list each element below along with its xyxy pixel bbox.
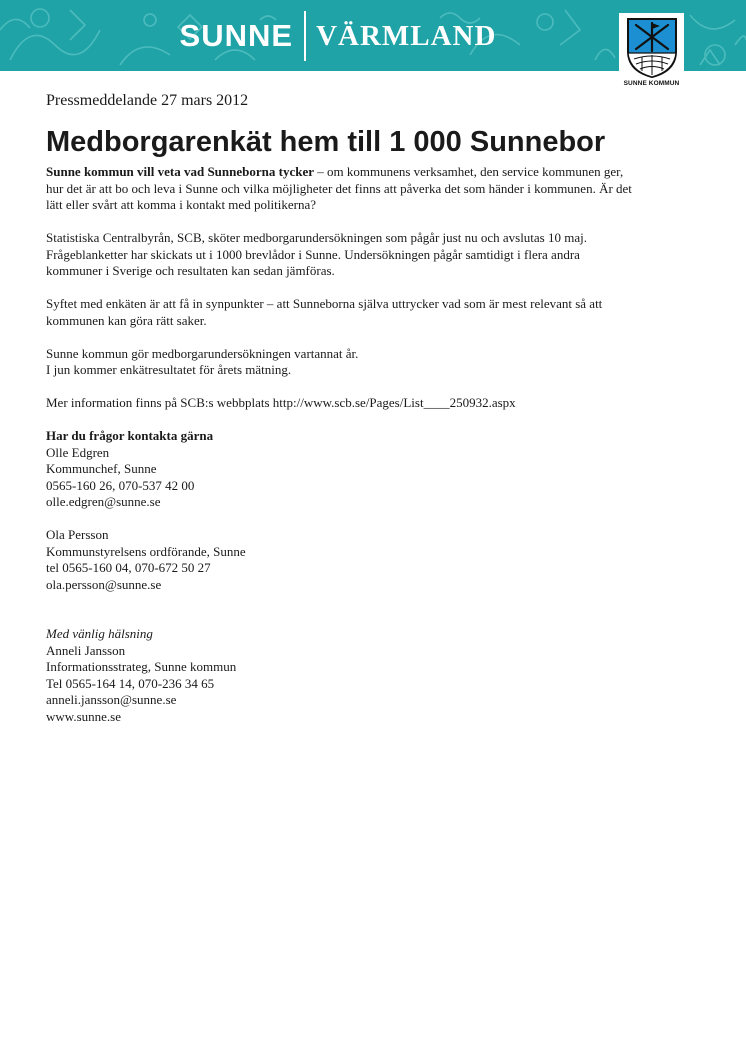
more-info-link-text: Mer information finns på SCB:s webbplats http://www.scb.se/Pages/List____250932.aspx [46,395,516,410]
contact-phone: 0565-160 26, 070-537 42 00 [46,477,195,493]
contact-heading: Har du frågor kontakta gärna [46,428,214,443]
schedule-line-2: I jun kommer enkätresultatet för årets mätning. [46,362,292,377]
contact-email: olle.edgren@sunne.se [46,494,161,509]
contact-name: Olle Edgren [46,444,110,460]
contact-role: Kommunchef, Sunne [46,461,157,476]
signature-greeting: Med vänlig hälsning [46,626,153,641]
paragraph-scb: Statistiska Centralbyrån, SCB, sköter medborgarundersökningen som pågår just nu och avslutas 10 maj. Frågeblanketter har skickats ut i 1000 brevlådor i Sunne. Undersökningen pågår samtidigt i flera andra kommuner i Sverige och resultaten kan sedan jämföras. [46,230,587,278]
contact-block-1 [46,428,636,511]
signature-website: www.sunne.se [46,708,121,724]
intro-paragraph [46,164,636,214]
signature-name: Anneli Jansson [46,642,126,658]
signature-phone: Tel 0565-164 14, 070-236 34 65 [46,675,215,691]
brand-right-wordmark: VÄRMLAND [316,19,497,52]
paragraph-schedule [46,346,636,379]
paragraph-purpose: Syftet med enkäten är att få in synpunkter – att Sunneborna själva uttrycker vad som är mest relevant så att kommunen kan göra rätt saker. [46,296,603,328]
contact-phone: tel 0565-160 04, 070-672 50 27 [46,560,211,575]
municipal-crest [619,13,684,91]
brand-left-wordmark: SUNNE [179,18,294,53]
contact-role: Kommunstyrelsens ordförande, Sunne [46,543,246,559]
signature-email: anneli.jansson@sunne.se [46,692,177,707]
press-release-body [46,91,636,725]
intro-lead: Sunne kommun vill veta vad Sunneborna tycker [46,164,314,179]
signature-block [46,626,636,725]
release-date: Pressmeddelande 27 mars 2012 [46,92,249,109]
intro-text: – om kommunens verksamhet, den service kommunen ger, hur det är att bo och leva i Sunne och vilka möjligheter det finns att påverka det som händer i kommunen. Är det lätt eller svårt att komma i kontakt med politikerna? [46,164,632,212]
contact-email: ola.persson@sunne.se [46,576,162,592]
schedule-line-1: Sunne kommun gör medborgarundersökningen vartannat år. [46,345,359,361]
contact-name: Ola Persson [46,527,109,542]
contact-block-2 [46,527,636,593]
page-title: Medborgarenkät hem till 1 000 Sunnebor [46,126,606,158]
crest-label: SUNNE KOMMUN [623,80,680,87]
coat-of-arms-icon [626,17,678,79]
signature-role: Informationsstrateg, Sunne kommun [46,659,237,674]
